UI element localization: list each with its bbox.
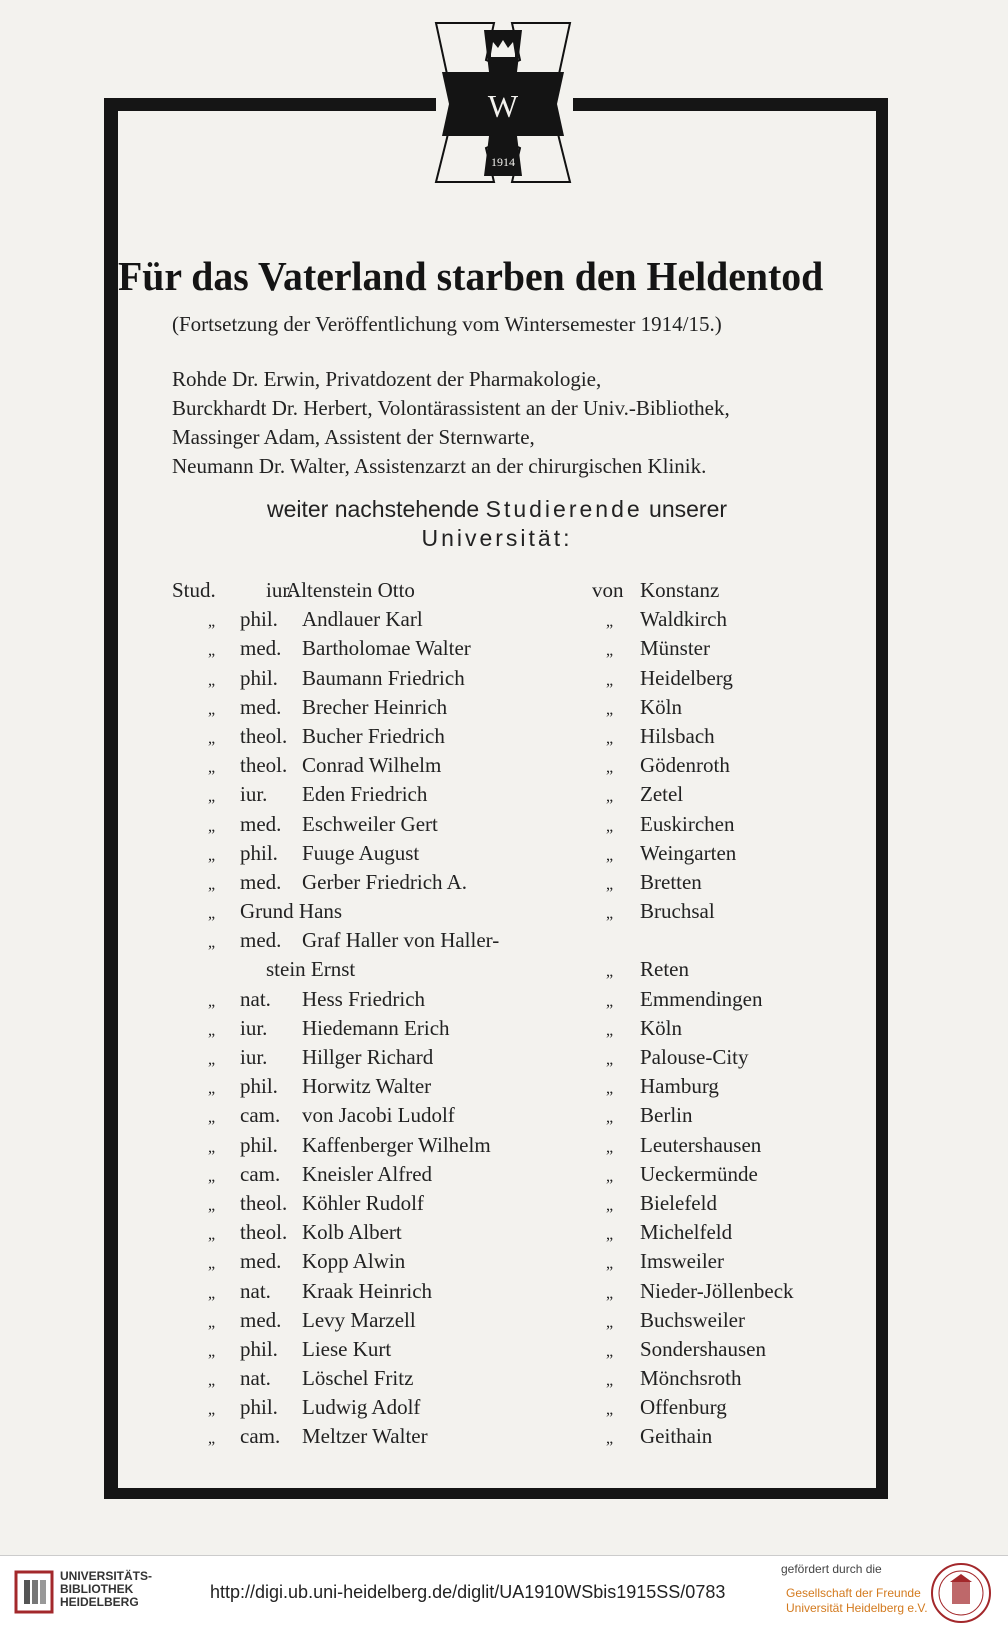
ditto-mark: „ [208, 1255, 216, 1273]
list-item [0, 870, 1008, 899]
student-town: Berlin [640, 1103, 693, 1128]
student-faculty: iur. [240, 782, 268, 807]
student-town: Hilsbach [640, 723, 715, 748]
student-faculty: med. [240, 928, 282, 953]
ditto-mark: „ [606, 1167, 614, 1185]
student-town: Buchsweiler [640, 1307, 745, 1332]
ditto-mark: „ [606, 1080, 614, 1098]
list-item [0, 1045, 1008, 1074]
student-name: Gerber Friedrich A. [302, 869, 468, 894]
ditto-mark: „ [208, 1051, 216, 1068]
student-town: Imsweiler [640, 1249, 724, 1274]
list-item [0, 1016, 1008, 1045]
heading-part: Studierende [485, 496, 643, 522]
iron-cross-icon [433, 20, 573, 192]
student-list [0, 578, 1008, 1454]
student-name: stein Ernst [266, 957, 356, 982]
library-name-line: BIBLIOTHEK [60, 1582, 134, 1596]
student-faculty: theol. [240, 753, 288, 778]
library-name-line: UNIVERSITÄTS- [60, 1569, 153, 1583]
ditto-mark: „ [606, 1021, 614, 1039]
heading-part: weiter nachstehende [266, 496, 480, 522]
student-faculty: phil. [240, 1074, 278, 1099]
ditto-mark: „ [606, 1342, 614, 1360]
student-town: Bretten [640, 869, 702, 894]
sponsor-name-line: Universität Heidelberg e.V. [786, 1601, 928, 1615]
ditto-mark: „ [606, 1051, 614, 1068]
student-town: Nieder-Jöllenbeck [640, 1278, 794, 1303]
list-item [0, 1074, 1008, 1103]
ditto-mark: „ [208, 1226, 216, 1244]
student-name: von Jacobi Ludolf [302, 1103, 455, 1128]
student-faculty: theol. [240, 1220, 288, 1245]
list-item [0, 1249, 1008, 1278]
student-town: Weingarten [640, 840, 737, 865]
student-town: Emmendingen [640, 986, 763, 1011]
ditto-mark: „ [606, 1226, 614, 1244]
student-town: Zetel [640, 782, 684, 807]
ditto-mark: „ [208, 875, 216, 893]
ditto-mark: „ [606, 613, 614, 631]
list-item [0, 1162, 1008, 1191]
ditto-mark: „ [208, 1021, 216, 1039]
ditto-mark: „ [208, 700, 216, 718]
student-name: Eschweiler Gert [302, 811, 438, 836]
list-item [0, 841, 1008, 870]
ditto-mark: „ [208, 1284, 216, 1302]
ditto-mark: „ [606, 875, 614, 893]
ditto-mark: „ [606, 1313, 614, 1331]
list-item [0, 987, 1008, 1016]
student-name: Graf Haller von Haller- [302, 928, 500, 953]
ditto-mark: „ [606, 1255, 614, 1273]
student-town: Waldkirch [640, 607, 727, 632]
student-town: Köln [640, 1015, 682, 1040]
student-faculty: phil. [240, 1395, 278, 1420]
ditto-mark: „ [606, 817, 614, 835]
ditto-mark: „ [208, 1138, 216, 1156]
student-faculty: med. [240, 869, 282, 894]
frame-top-right [573, 98, 888, 111]
list-item [0, 695, 1008, 724]
ditto-mark: „ [606, 846, 614, 864]
ditto-mark: „ [208, 1080, 216, 1098]
ditto-mark: „ [208, 905, 216, 923]
ditto-mark: „ [208, 1401, 216, 1419]
ditto-mark: „ [606, 1109, 614, 1127]
student-faculty: cam. [240, 1161, 281, 1186]
frame-top-left [104, 98, 436, 111]
document-url[interactable]: http://digi.ub.uni-heidelberg.de/diglit/UA1910WSbis1915SS/0783 [210, 1582, 726, 1602]
student-name: Hess Friedrich [302, 986, 426, 1011]
list-item [0, 957, 1008, 986]
staff-entry: Neumann Dr. Walter, Assistenzarzt an der chirurgischen Klinik. [172, 454, 707, 478]
staff-list [172, 365, 730, 481]
list-item [0, 1308, 1008, 1337]
student-town: Hamburg [640, 1074, 719, 1099]
student-town: Köln [640, 694, 682, 719]
list-item [0, 636, 1008, 665]
student-name: Löschel Fritz [302, 1366, 414, 1391]
student-name: Horwitz Walter [302, 1074, 432, 1099]
ditto-mark: „ [208, 817, 216, 835]
student-town: Konstanz [640, 578, 720, 602]
ditto-mark: „ [606, 1284, 614, 1302]
student-town: Michelfeld [640, 1220, 733, 1245]
list-item [0, 724, 1008, 753]
ditto-mark: „ [606, 729, 614, 747]
student-name: Meltzer Walter [302, 1424, 428, 1449]
list-item [0, 1395, 1008, 1424]
student-name: Ludwig Adolf [302, 1395, 421, 1420]
ditto-mark: „ [208, 846, 216, 864]
ditto-mark: „ [606, 700, 614, 718]
list-item [0, 1103, 1008, 1132]
student-faculty: med. [240, 1307, 282, 1332]
list-item [0, 1133, 1008, 1162]
student-town: Palouse-City [640, 1045, 749, 1069]
list-item [0, 899, 1008, 928]
list-item [0, 1337, 1008, 1366]
student-town: Sondershausen [640, 1336, 766, 1361]
student-town: Reten [640, 957, 689, 982]
ditto-mark: „ [606, 759, 614, 777]
student-faculty: phil. [240, 1336, 278, 1361]
list-item [0, 812, 1008, 841]
student-name: Hillger Richard [302, 1045, 434, 1069]
ditto-mark: „ [606, 671, 614, 689]
staff-entry: Massinger Adam, Assistent der Sternwarte, [172, 425, 535, 449]
ditto-mark: „ [208, 729, 216, 747]
student-town: Ueckermünde [640, 1161, 758, 1186]
list-item [0, 1220, 1008, 1249]
ditto-mark: „ [606, 642, 614, 660]
student-town: Gödenroth [640, 753, 730, 778]
list-item [0, 1191, 1008, 1220]
list-item [0, 782, 1008, 811]
ditto-mark: „ [606, 1430, 614, 1448]
cross-letter: W [487, 88, 519, 124]
student-faculty: phil. [240, 1132, 278, 1157]
list-item [0, 607, 1008, 636]
library-name-line: HEIDELBERG [60, 1595, 139, 1609]
student-faculty: nat. [240, 1366, 271, 1391]
list-item [0, 666, 1008, 695]
ditto-mark: „ [208, 934, 216, 952]
ditto-mark: „ [208, 992, 216, 1010]
student-faculty: iur. [240, 1045, 268, 1069]
ditto-mark: „ [606, 963, 614, 981]
student-faculty: med. [240, 636, 282, 661]
subtitle: (Fortsetzung der Veröffentlichung vom Wintersemester 1914/15.) [172, 312, 722, 336]
student-name: Köhler Rudolf [302, 1190, 424, 1215]
student-faculty: iur. [266, 578, 294, 602]
student-faculty: cam. [240, 1424, 281, 1449]
student-name: Conrad Wilhelm [302, 753, 442, 778]
ditto-mark: „ [208, 1196, 216, 1214]
ditto-mark: „ [208, 642, 216, 660]
student-name: Baumann Friedrich [302, 665, 465, 690]
ditto-mark: „ [606, 1401, 614, 1419]
ditto-mark: „ [208, 1342, 216, 1360]
staff-entry: Burckhardt Dr. Herbert, Volontärassistent an der Univ.-Bibliothek, [172, 396, 730, 420]
student-town: Leutershausen [640, 1132, 762, 1157]
ditto-mark: „ [208, 759, 216, 777]
students-heading [118, 495, 876, 553]
ditto-mark: „ [208, 1372, 216, 1390]
list-item [0, 1279, 1008, 1308]
student-faculty: nat. [240, 986, 271, 1011]
student-name: Bucher Friedrich [302, 723, 445, 748]
ditto-mark: „ [208, 1167, 216, 1185]
student-faculty: med. [240, 811, 282, 836]
student-name: Fuuge August [302, 840, 420, 865]
ditto-mark: „ [208, 1109, 216, 1127]
sponsor-name [786, 1586, 928, 1616]
library-name [60, 1570, 152, 1609]
heading-line-2: Universität: [421, 525, 573, 551]
ditto-mark: „ [208, 613, 216, 631]
staff-entry: Rohde Dr. Erwin, Privatdozent der Pharmakologie, [172, 367, 602, 391]
student-name: Levy Marzell [302, 1307, 416, 1332]
student-name: Kraak Heinrich [302, 1278, 433, 1303]
university-seal-icon [930, 1562, 992, 1624]
list-item [0, 1424, 1008, 1453]
ditto-mark: „ [606, 992, 614, 1010]
list-item [0, 928, 1008, 957]
student-name: Kneisler Alfred [302, 1161, 433, 1186]
list-item [0, 753, 1008, 782]
cross-year: 1914 [491, 155, 515, 169]
student-faculty: iur. [240, 1015, 268, 1040]
ditto-mark: „ [606, 905, 614, 923]
student-name: Brecher Heinrich [302, 694, 448, 719]
ditto-mark: „ [208, 788, 216, 806]
student-name: Andlauer Karl [302, 607, 423, 632]
student-faculty: med. [240, 694, 282, 719]
student-faculty: nat. [240, 1278, 271, 1303]
student-faculty: phil. [240, 607, 278, 632]
student-faculty: theol. [240, 1190, 288, 1215]
student-town: Bruchsal [640, 899, 715, 924]
student-town: Offenburg [640, 1395, 727, 1420]
student-name: Hiedemann Erich [302, 1015, 450, 1040]
student-faculty: phil. [240, 840, 278, 865]
sponsor-name-line: Gesellschaft der Freunde [786, 1586, 921, 1600]
ditto-mark: „ [606, 1372, 614, 1390]
student-name: Kaffenberger Wilhelm [302, 1132, 491, 1157]
ditto-mark: „ [208, 1430, 216, 1448]
stud-label: Stud. [172, 578, 216, 602]
list-item [0, 578, 1008, 607]
ditto-mark: „ [606, 1196, 614, 1214]
page-title: Für das Vaterland starben den Heldentod [118, 253, 824, 299]
from-label: von [592, 578, 624, 602]
sponsor-label: gefördert durch die [781, 1562, 882, 1576]
list-item [0, 1366, 1008, 1395]
student-name: Eden Friedrich [302, 782, 428, 807]
student-name: Kolb Albert [302, 1220, 402, 1245]
student-town: Geithain [640, 1424, 713, 1449]
student-town: Münster [640, 636, 710, 661]
student-town: Bielefeld [640, 1190, 717, 1215]
student-name: Altenstein Otto [286, 578, 415, 602]
ditto-mark: „ [606, 1138, 614, 1156]
ditto-mark: „ [606, 788, 614, 806]
frame-bottom [104, 1488, 888, 1499]
ditto-mark: „ [208, 1313, 216, 1331]
ditto-mark: „ [208, 671, 216, 689]
student-name: Bartholomae Walter [302, 636, 471, 661]
student-faculty: phil. [240, 665, 278, 690]
footer-bar [0, 1555, 1008, 1629]
student-town: Mönchsroth [640, 1366, 742, 1391]
student-town: Euskirchen [640, 811, 735, 836]
student-name: Grund Hans [240, 899, 343, 924]
student-name: Liese Kurt [302, 1336, 392, 1361]
student-town: Heidelberg [640, 665, 733, 690]
student-faculty: theol. [240, 723, 288, 748]
student-name: Kopp Alwin [302, 1249, 406, 1274]
student-faculty: cam. [240, 1103, 281, 1128]
heading-part: unserer [649, 496, 728, 522]
student-faculty: med. [240, 1249, 282, 1274]
library-logo-icon [14, 1568, 54, 1616]
